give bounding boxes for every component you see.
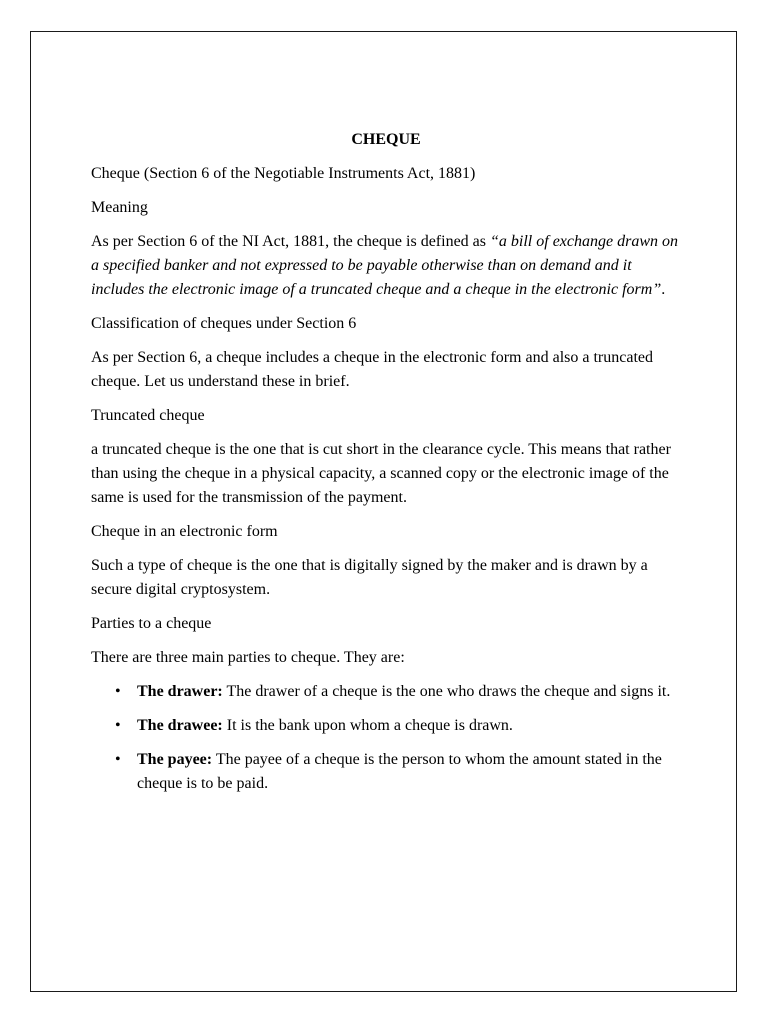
meaning-paragraph — [91, 230, 681, 302]
list-item — [137, 680, 681, 704]
meaning-quote: “a bill of exchange drawn on a specified banker and not expressed to be payable otherwise than on demand and it includes the electronic image of a truncated cheque and a cheque in the electronic form” — [91, 233, 678, 298]
section-heading: Cheque (Section 6 of the Negotiable Instruments Act, 1881) — [91, 165, 476, 182]
meaning-lead: As per Section 6 of the NI Act, 1881, the cheque is defined as — [91, 233, 491, 250]
classification-paragraph: As per Section 6, a cheque includes a cheque in the electronic form and also a truncated cheque. Let us understand these in brief. — [91, 349, 653, 390]
party-term: The drawer: — [137, 683, 223, 700]
party-description: The drawer of a cheque is the one who draws the cheque and signs it. — [222, 683, 671, 700]
document-title: CHEQUE — [351, 131, 421, 148]
party-description: It is the bank upon whom a cheque is drawn. — [222, 717, 513, 734]
classification-heading: Classification of cheques under Section 6 — [91, 315, 357, 332]
electronic-paragraph: Such a type of cheque is the one that is digitally signed by the maker and is drawn by a secure digital cryptosystem. — [91, 557, 648, 598]
electronic-heading: Cheque in an electronic form — [91, 523, 278, 540]
truncated-heading: Truncated cheque — [91, 407, 205, 424]
list-item — [137, 748, 681, 796]
truncated-paragraph: a truncated cheque is the one that is cut short in the clearance cycle. This means that rather than using the cheque in a physical capacity, a scanned copy or the electronic image of the same is used for the transmission of the payment. — [91, 441, 671, 506]
list-item — [137, 714, 681, 738]
document-body — [91, 128, 681, 806]
party-term: The drawee: — [137, 717, 223, 734]
party-description: The payee of a cheque is the person to whom the amount stated in the cheque is to be paid. — [137, 751, 662, 792]
parties-heading: Parties to a cheque — [91, 615, 212, 632]
parties-intro: There are three main parties to cheque. They are: — [91, 649, 405, 666]
party-term: The payee: — [137, 751, 213, 768]
document-page — [30, 31, 737, 992]
parties-list — [91, 680, 681, 796]
meaning-end: . — [661, 281, 666, 298]
meaning-heading: Meaning — [91, 199, 148, 216]
